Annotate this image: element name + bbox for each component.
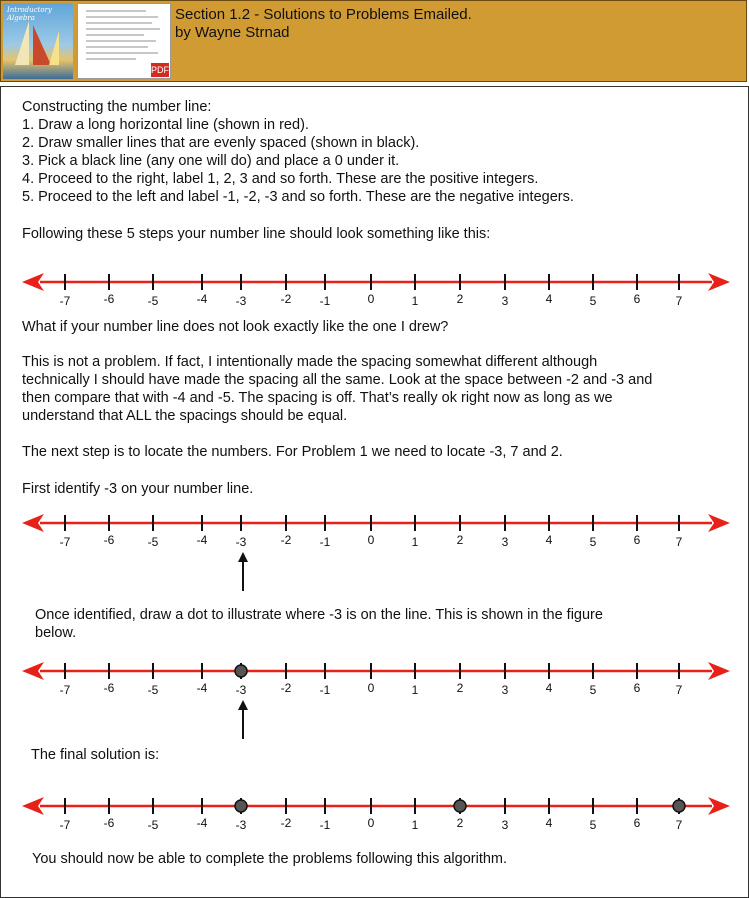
tick-label: 0 <box>367 816 375 830</box>
sailboat-sail <box>15 21 29 65</box>
solution-dot <box>454 800 466 812</box>
tick-label: 4 <box>545 681 553 695</box>
tick-label: 3 <box>501 683 509 697</box>
tick-label: 1 <box>411 683 419 697</box>
tick-label: -4 <box>196 816 208 830</box>
tick-label: -6 <box>103 292 115 306</box>
tick-label: 6 <box>633 681 641 695</box>
instruction-line: Once identified, draw a dot to illustrate where -3 is on the line. This is shown in the figure <box>35 607 603 623</box>
up-arrow-icon <box>238 552 248 562</box>
question-text: What if your number line does not look exactly like the one I drew? <box>22 319 449 335</box>
tick-label: -3 <box>235 818 247 832</box>
paragraph-line: understand that ALL the spacings should be equal. <box>22 408 348 424</box>
tick-label: -7 <box>59 535 71 549</box>
tick-label: 4 <box>545 816 553 830</box>
tick-label: -5 <box>147 683 159 697</box>
solution-dot <box>673 800 685 812</box>
sailboat-sail <box>49 31 59 65</box>
tick-label: 2 <box>456 681 464 695</box>
intro-heading: Constructing the number line: <box>22 99 212 115</box>
section-title: Section 1.2 - Solutions to Problems Emailed. <box>175 6 472 23</box>
author-line: by Wayne Strnad <box>175 24 290 41</box>
step-item: 2. Draw smaller lines that are evenly spaced (shown in black). <box>22 135 420 151</box>
tick-label: 7 <box>675 683 683 697</box>
tick-label: 1 <box>411 294 419 308</box>
number-line-figure <box>0 503 749 598</box>
following-text: Following these 5 steps your number line should look something like this: <box>22 226 491 242</box>
tick-label: 0 <box>367 533 375 547</box>
tick-label: 4 <box>545 533 553 547</box>
identify-text: First identify -3 on your number line. <box>22 481 254 497</box>
step-item: 1. Draw a long horizontal line (shown in red). <box>22 117 309 133</box>
tick-label: 5 <box>589 818 597 832</box>
tick-label: -5 <box>147 818 159 832</box>
tick-label: -3 <box>235 683 247 697</box>
tick-label: 1 <box>411 818 419 832</box>
tick-label: -1 <box>319 683 331 697</box>
solution-dot <box>235 665 247 677</box>
tick-label: -1 <box>319 294 331 308</box>
tick-label: 7 <box>675 818 683 832</box>
tick-label: -3 <box>235 535 247 549</box>
tick-label: -6 <box>103 816 115 830</box>
tick-label: 6 <box>633 292 641 306</box>
tick-label: -4 <box>196 533 208 547</box>
tick-label: 2 <box>456 816 464 830</box>
tick-label: -7 <box>59 683 71 697</box>
tick-label: -5 <box>147 294 159 308</box>
tick-label: 5 <box>589 294 597 308</box>
tick-label: -3 <box>235 294 247 308</box>
tick-label: -2 <box>280 292 292 306</box>
tick-label: 5 <box>589 535 597 549</box>
header-title-block <box>175 6 472 42</box>
tick-label: -7 <box>59 818 71 832</box>
step-item: 5. Proceed to the left and label -1, -2, -3 and so forth. These are the negative integers. <box>22 189 574 205</box>
tick-label: -2 <box>280 533 292 547</box>
book-cover-title: Introductory Algebra <box>7 6 52 22</box>
paragraph-line: then compare that with -4 and -5. The spacing is off. That’s really ok right now as long as we <box>22 390 613 406</box>
tick-label: -6 <box>103 681 115 695</box>
tick-label: 1 <box>411 535 419 549</box>
document-header <box>0 0 747 82</box>
number-line-figure <box>0 651 749 746</box>
solution-dot <box>235 800 247 812</box>
next-step-text: The next step is to locate the numbers. For Problem 1 we need to locate -3, 7 and 2. <box>22 444 563 460</box>
tick-label: 6 <box>633 533 641 547</box>
tick-label: -4 <box>196 681 208 695</box>
tick-label: 7 <box>675 294 683 308</box>
closing-text: You should now be able to complete the problems following this algorithm. <box>32 851 508 867</box>
tick-label: -5 <box>147 535 159 549</box>
tick-label: -6 <box>103 533 115 547</box>
step-item: 3. Pick a black line (any one will do) and place a 0 under it. <box>22 153 400 169</box>
tick-label: 7 <box>675 535 683 549</box>
paragraph-line: technically I should have made the spacing all the same. Look at the space between -2 and -3 and <box>22 372 653 388</box>
tick-label: 4 <box>545 292 553 306</box>
tick-label: 3 <box>501 294 509 308</box>
tick-label: -7 <box>59 294 71 308</box>
tick-label: 2 <box>456 533 464 547</box>
pdf-icon: PDF <box>151 65 169 75</box>
book-cover-thumbnail[interactable] <box>3 3 73 79</box>
up-arrow-icon <box>238 700 248 710</box>
instruction-line: below. <box>35 625 77 641</box>
final-solution-label: The final solution is: <box>31 747 160 763</box>
tick-label: 3 <box>501 818 509 832</box>
pdf-page-thumbnail[interactable] <box>77 3 171 79</box>
tick-label: 0 <box>367 292 375 306</box>
tick-label: 5 <box>589 683 597 697</box>
tick-label: -4 <box>196 292 208 306</box>
paragraph-line: This is not a problem. If fact, I intentionally made the spacing somewhat different although <box>22 354 598 370</box>
tick-label: -1 <box>319 535 331 549</box>
tick-label: 0 <box>367 681 375 695</box>
tick-label: -1 <box>319 818 331 832</box>
step-item: 4. Proceed to the right, label 1, 2, 3 and so forth. These are the positive integers. <box>22 171 539 187</box>
tick-label: -2 <box>280 816 292 830</box>
tick-label: 3 <box>501 535 509 549</box>
tick-label: 2 <box>456 292 464 306</box>
number-line-figure <box>0 786 749 836</box>
tick-label: -2 <box>280 681 292 695</box>
tick-label: 6 <box>633 816 641 830</box>
number-line-figure <box>0 262 749 312</box>
